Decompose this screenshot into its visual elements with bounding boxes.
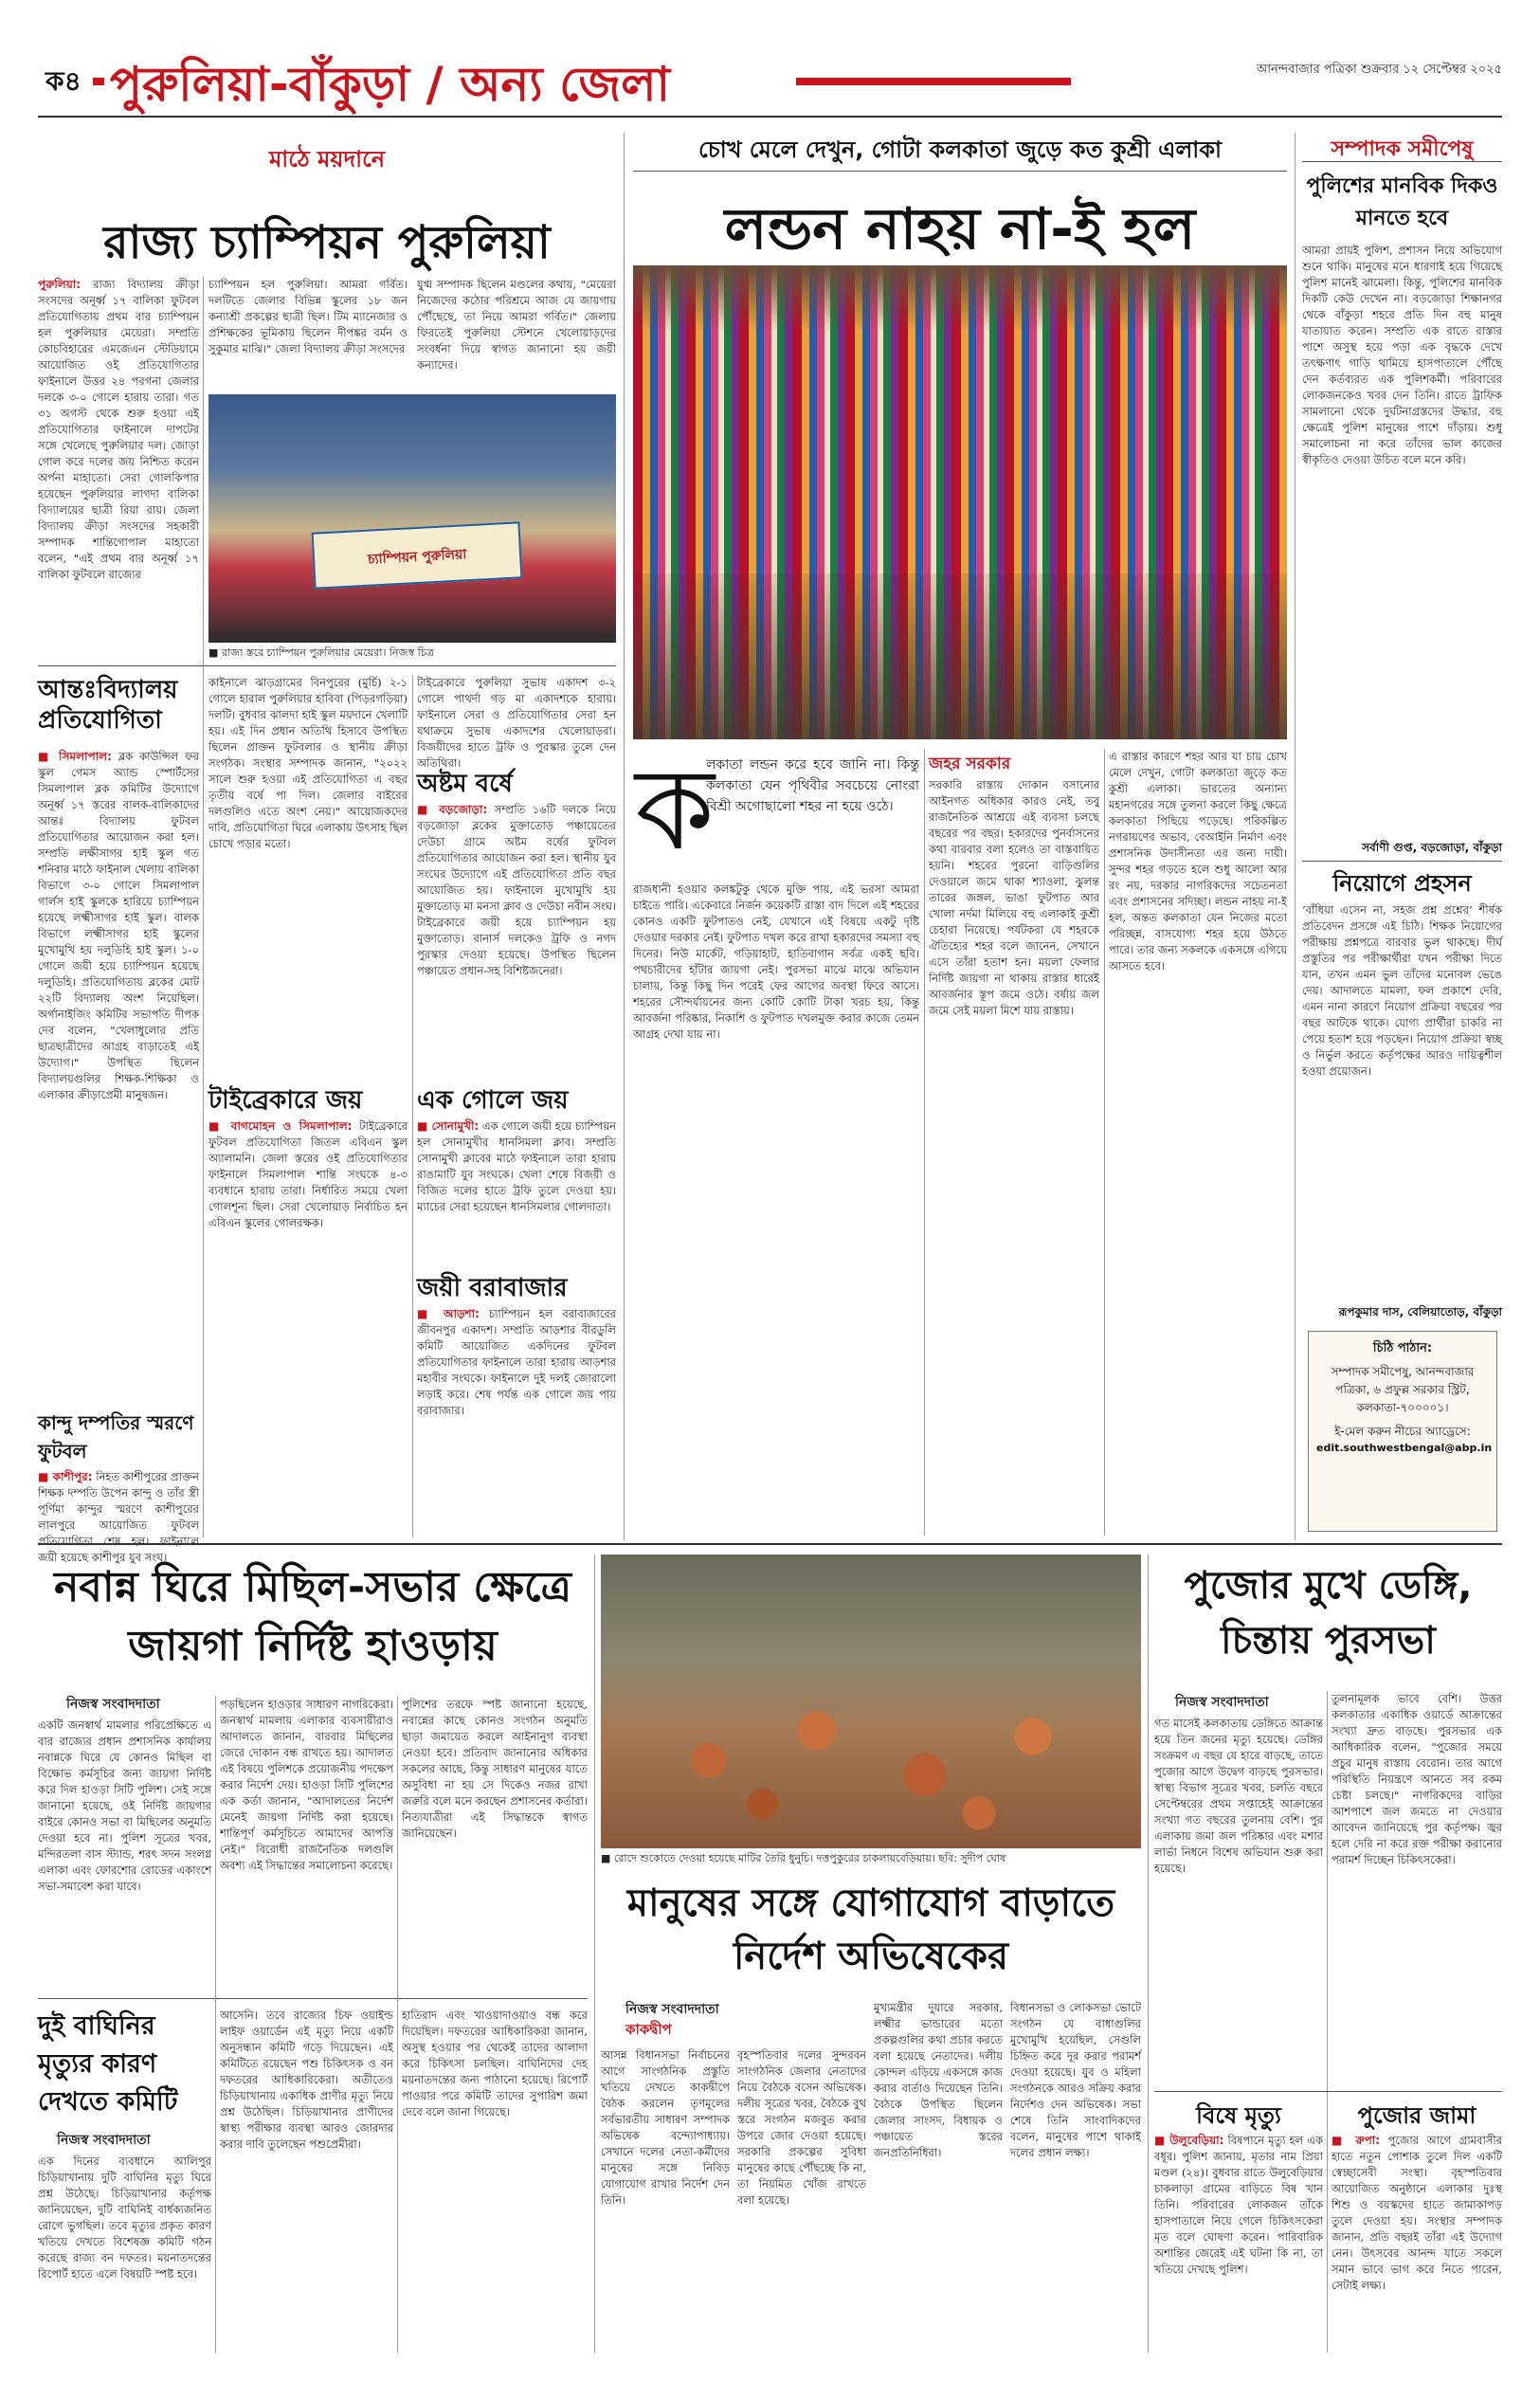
article-body: নিহত কাশীপুরের প্রাক্তন শিক্ষক দম্পতি উপেন কান্দু ও তাঁর স্ত্রী পূর্ণিমা কান্দুর স্মরণে কাশীপুরের লালপুরে আয়োজিত ফুটবল প্রতিযোগিতা শেষ হল। ফাইনালে জয়ী হয়েছে কাশীপুর যুব সংঘ। bbox=[38, 1470, 199, 1564]
dengue-col2 bbox=[1332, 1691, 1502, 2085]
article-body: বিষপানে মৃত্যু হল এক বধূর। পুলিশ জানায়, মৃতার নাম প্রিয়া মণ্ডল (২৪)। বুধবার রাতে উলুবেড়িয়ার চাকলাড়া গ্রামের বাড়িতে বিষ খান তিনি। পরিবারের লোকজন তাঁকে হাসপাতালে নিয়ে গেলে চিকিৎসকেরা মৃত বলে ঘোষণা করেন। পারিবারিক অশান্তির জেরেই এই ঘটনা কি না, তা খতিয়ে দেখছে পুলিশ। bbox=[1154, 2134, 1323, 2276]
dateline: ■ রুপা: bbox=[1332, 2134, 1381, 2147]
letters-address: সম্পাদক সমীপেষু, আনন্দবাজার পত্রিকা, ৬ প্রফুল্ল সরকার স্ট্রিট, কলকাতা-৭০০০০১। bbox=[1331, 1365, 1475, 1414]
tiebreak-article bbox=[208, 1118, 408, 1408]
editorial-signoff: সর্বাণী গুপ্ত, বড়জোড়া, বাঁকুড়া bbox=[1362, 841, 1502, 854]
article-body: চ্যাম্পিয়ন হল পুরুলিয়া। আমরা গর্বিত। দলটিতে জেলার বিভিন্ন স্কুলের ১৮ জন কন্যাশ্রী প্রকল্পের ছাত্রী ছিল। টিম ম্যানেজার ও প্রশিক্ষকের ভূমিকায় ছিলেন দীপঙ্কর বর্মন ও সুকুমার মাঝি।" জেলা বিদ্যালয় ক্রীড়া সংসদের bbox=[208, 278, 408, 355]
letters-title: চিঠি পাঠান: bbox=[1372, 1341, 1433, 1355]
editorial-column-title: সম্পাদক সমীপেষু bbox=[1331, 137, 1474, 161]
feature-author: জহর সরকার bbox=[929, 755, 1011, 773]
column-rule bbox=[1104, 749, 1105, 1536]
article-body: ব্লক কাউন্সিল ফর স্কুল গেমস অ্যান্ড স্পোর্টসের সিমলাপাল ব্লক কমিটির উদ্যোগে অনূর্ধ্ব ১৭ স্তরের বালক-বালিকাদের আন্তঃ বিদ্যালয় ফুটবল প্রতিযোগিতার আয়োজন করা হল। সম্প্রতি লক্ষীসাগর হাই স্কুল গত শনিবার মাঠে ফাইনাল খেলায় বালিকা বিভাগে ৩-০ গোলে সিমলাপাল গার্লস হাই স্কুলকে হারিয়ে চ্যাম্পিয়ন হয়েছে লক্ষ্মীসাগর হাই স্কুল। বালক বিভাগে লক্ষ্মীসাগর হাই স্কুলের মুখোমুখি হয় দলুডিহি হাই স্কুল। ১-০ গোলে জয়ী হয়ে চ্যাম্পিয়ন হয়েছে দলুডিহি। প্রতিযোগিতায় ব্লকের মোট ২২টি বিদ্যালয় অংশ নিয়েছিল। অর্গানাইজিং কমিটির সভাপতি দীপক দেব বলেন, "খেলাধুলোর প্রতি ছাত্রছাত্রীদের আগ্রহ বাড়াতেই এই উদ্যোগ।" উপস্থিত ছিলেন বিদ্যালয়গুলির শিক্ষক-শিক্ষিকা ও এলাকার ক্রীড়াপ্রেমী মানুষজন। bbox=[38, 750, 200, 1101]
inter-school-headline: আন্তঃবিদ্যালয় প্রতিযোগিতা bbox=[38, 676, 178, 735]
article-body: চ্যাম্পিয়ন হল বরাবাজারের জীবনপুর একাদশ। সম্প্রতি আড়শার বীরডুলি কমিটি আয়োজিত একদিনের ফুটবল প্রতিযোগিতার ফাইনালে তারা হারায় আড়শার মহাবীর সংঘকে। ফাইনালে দুই দলই জোরালো লড়াই করে। শেষ পর্যন্ত এক গোলে জয় পায় বরাবাজার। bbox=[417, 1307, 617, 1417]
editorial-article bbox=[1302, 243, 1502, 840]
article-body: বৃহস্পতিবার দলের সুন্দরবন সাংগঠনিক জেলার নেতাদের নিয়ে বৈঠকে বসেন অভিষেক। দলীয় সূত্রের খবর, বৈঠকে বুথ স্তরে সংগঠন মজবুত করার উপরে জোর দেওয়া হয়েছে। সরকারি প্রকল্পের সুবিধা মানুষের কাছে পৌঁছচ্ছে কি না, তা নিয়মিত খোঁজ রাখতে বলা হয়েছে। bbox=[737, 2048, 866, 2207]
letters-email-link[interactable]: edit.southwestbengal@abp.in bbox=[1316, 1442, 1493, 1454]
tigers-col2 bbox=[220, 2008, 393, 2353]
section-title: পুরুলিয়া-বাঁকুড়া / অন্য জেলা bbox=[110, 57, 670, 112]
dateline: ■ সিমলাপাল: bbox=[38, 750, 112, 763]
wedding-death-article bbox=[1154, 2133, 1323, 2353]
tiebreak-headline: টাইব্রেকারে জয় bbox=[208, 1086, 363, 1115]
howrah-col2 bbox=[220, 1697, 393, 1992]
tigers-col1 bbox=[38, 2154, 211, 2353]
masthead-red-rule bbox=[796, 78, 1071, 85]
dengue-byline: নিজস্ব সংবাদদাতা bbox=[1175, 1695, 1269, 1710]
letters-email-label: ই-মেল করুন নীচের অ্যাড্রেসে: bbox=[1334, 1425, 1471, 1438]
wedding-death-headline: বিষে মৃত্যু bbox=[1196, 2102, 1281, 2129]
inter-school-article-cont bbox=[208, 675, 408, 1073]
feature-lead bbox=[706, 755, 919, 878]
puja-clothes-headline: পুজোর জামা bbox=[1357, 2102, 1477, 2129]
article-body: সরকারি রাস্তায় দোকান বসানোর আইনগত অধিকার কারও নেই, তবু রাজনৈতিক আশ্রয়ে এই ব্যবসা চলছে বছরের পর বছর। হকারদের পুনর্বাসনের কথা বারবার বলা হলেও তা বাস্তবায়িত হয়নি। শহরের পুরনো বাড়িগুলির দেওয়ালে জমে থাকা শ্যাওলা, ঝুলন্ত তারের জঙ্গল, ভাঙা ফুটপাত আর খোলা নর্দমা মিলিয়ে বহু এলাকাই কুশ্রী চেহারা নিয়েছে। পর্যটকরা যে শহরকে ঐতিহ্যের শহর বলে জানেন, সেখানে এসে তাঁরা হতাশ হন। ময়লা ফেলার নির্দিষ্ট জায়গা না থাকায় রাস্তার ধারেই আবর্জনার স্তূপ জমে ওঠে। বর্ষায় জল জমে সেই ময়লা মিশে যায় রাস্তায়। bbox=[929, 778, 1099, 1017]
article-body: সম্প্রতি ১৬টি দলকে নিয়ে বড়জোড়া ব্লকের মুক্তাতোড় পঞ্চায়েতের দেউচা গ্রামে অষ্টম বর্ষের ফুটবল প্রতিযোগিতার আয়োজন করা হল। স্থানীয় যুব সংঘের উদ্যোগে এই প্রতিযোগিতা প্রতি বছর আয়োজিত হয়। ফাইনালে মুখোমুখি হয় মুক্তাতোড় মা মনসা ক্লাব ও দেউচা নবীন সংঘ। টাইব্রেকারে জয়ী হয়ে চ্যাম্পিয়ন হয় মুক্তাতোড়। রানার্স দলকেও ট্রফি ও নগদ পুরস্কার দেওয়া হয়েছে। উপস্থিত ছিলেন পঞ্চায়েত প্রধান-সহ বিশিষ্টজনেরা। bbox=[417, 803, 616, 977]
article-body: আসেনি। তবে রাজ্যের চিফ ওয়াইল্ড লাইফ ওয়ার্ডেন এই মৃত্যু নিয়ে একটি অনুসন্ধান কমিটি গড়ে দিয়েছেন। এই কমিটিতে রয়েছেন পশু চিকিৎসক ও বন দফতরের আধিকারিকেরা। অতীতেও চিড়িয়াখানায় একাধিক প্রাণীর মৃত্যু নিয়ে প্রশ্ন উঠেছিল। চিড়িয়াখানার প্রাণীদের স্বাস্থ্য পরীক্ষার ব্যবস্থা আরও জোরদার করার দাবি তুলেছেন পশুপ্রেমীরা। bbox=[220, 2009, 393, 2151]
article-body: পুলিশের তরফে স্পষ্ট জানানো হয়েছে, নবান্নের কাছে কোনও সংগঠন অনুমতি ছাড়া জমায়েত করলে আইনানুগ ব্যবস্থা নেওয়া হবে। প্রতিবাদ জানানোর অধিকার সকলের আছে, কিন্তু সাধারণ মানুষের যাতে অসুবিধা না হয় সে দিকেও নজর রাখা জরুরি বলে মনে করছেন প্রশাসনের কর্তারা। নিত্যযাত্রীরা এই সিদ্ধান্তকে স্বাগত জানিয়েছেন। bbox=[402, 1698, 588, 1840]
howrah-byline: নিজস্ব সংবাদদাতা bbox=[66, 1697, 160, 1712]
article-body: তুলনামূলক ভাবে বেশি। উত্তর কলকাতার একাধিক ওয়ার্ডে আক্রান্তের সংখ্যা দ্রুত বাড়ছে। পুরসভার এক আধিকারিক বলেন, "পুজোর সময়ে প্রচুর মানুষ রাস্তায় বেরোন। তার আগে পরিস্থিতি নিয়ন্ত্রণে আনতে সব রকম চেষ্টা চলছে।" নাগরিকদের বাড়ির আশপাশে জল জমতে না দেওয়ার আবেদন জানিয়েছে পুর কর্তৃপক্ষ। জ্বর হলে দেরি না করে রক্ত পরীক্ষা করানোর পরামর্শ দিচ্ছেন চিকিৎসকেরা। bbox=[1332, 1692, 1502, 1866]
editorial-headline: পুলিশের মানবিক দিকও মানতে হবে bbox=[1306, 174, 1498, 230]
dateline: ■ উলুবেড়িয়া: bbox=[1154, 2134, 1224, 2147]
dengue-headline: পুজোর মুখে ডেঙ্গি, চিন্তায় পুরসভা bbox=[1184, 1564, 1473, 1663]
one-goal-article bbox=[417, 1118, 616, 1261]
masthead-red-bar-left bbox=[93, 78, 104, 85]
sports-headline: রাজ্য চ্যাম্পিয়ন পুরুলিয়া bbox=[103, 216, 551, 269]
article-body: মুখ্যমন্ত্রীর দুয়ারে সরকার, লক্ষ্মীর ভান্ডারের মতো প্রকল্পগুলির কথা প্রচার করতে বলা হয়েছে নেতাদের। দলীয় কোন্দল এড়িয়ে একসঙ্গে কাজ করার বার্তাও দিয়েছেন তিনি। বৈঠকে উপস্থিত ছিলেন জেলার সাংসদ, বিধায়ক ও পঞ্চায়েত স্তরের জনপ্রতিনিধিরা। bbox=[874, 2001, 1003, 2159]
column-rule bbox=[412, 675, 413, 1537]
masthead-underline bbox=[38, 116, 1502, 118]
column-rule bbox=[624, 133, 625, 1540]
column-rule bbox=[594, 1555, 595, 2353]
tigers-col3 bbox=[402, 2008, 588, 2353]
column-rule bbox=[397, 1697, 398, 2353]
abhishek-col4 bbox=[1010, 2000, 1141, 2353]
abhishek-headline: মানুষের সঙ্গে যোগাযোগ বাড়াতে নির্দেশ অভিষেকের bbox=[626, 1882, 1115, 1978]
feature-dropcap: ক bbox=[635, 744, 715, 876]
recruitment-headline: নিয়োগে প্রহসন bbox=[1332, 870, 1472, 897]
divider bbox=[1154, 2091, 1502, 2092]
article-body: একটি জনস্বার্থ মামলার পরিপ্রেক্ষিতে এ বার রাজ্যের প্রধান প্রশাসনিক কার্যালয় নবান্নকে ঘিরে যে কোনও মিছিল বা বিক্ষোভ কর্মসূচির জন্য জায়গা নির্দিষ্ট করে দিল হাওড়া সিটি পুলিশ। সেই সঙ্গে জানানো হয়েছে, ওই নির্দিষ্ট জায়গার বাইরে কোনও সভা বা মিছিলের অনুমতি দেওয়া হবে না। পুলিশ সূত্রের খবর, মন্দিরতলা বাস স্ট্যান্ড, শরৎ সদন সংলগ্ন এলাকা এবং ফোরশোর রোডের একাংশে সভা-সমাবেশ করা যাবে। bbox=[38, 1718, 211, 1893]
clay-pots-photo bbox=[601, 1555, 1141, 1848]
banner-text: চ্যাম্পিয়ন পুরুলিয়া bbox=[367, 547, 467, 568]
dateline: ■ আড়শা: bbox=[417, 1307, 480, 1320]
recruitment-signoff: রূপকুমার দাস, বেলিয়াতোড়, বাঁকুড়া bbox=[1338, 1305, 1502, 1318]
clay-pots-caption: ■ রোদে শুকোতে দেওয়া হয়েছে মাটির তৈরি ধুনুচি। দত্তপুকুরের চাকলায়বেড়িয়ায়। ছবি: সুদীপ ঘোষ bbox=[601, 1852, 1006, 1864]
column-rule bbox=[203, 277, 204, 1537]
feature-col2 bbox=[929, 777, 1099, 1536]
abhishek-place: কাকদ্বীপ bbox=[625, 2021, 672, 2038]
inter-school-article bbox=[38, 749, 199, 1403]
article-body: এক গোলে জয়ী হয়ে চ্যাম্পিয়ন হল সোনামুখীর ধানসিমলা ক্লাব। সম্প্রতি সোনামুখী ক্লাবের মাঠে ফাইনালে তারা হারায় রাঙামাটি যুব সংঘকে। খেলা শেষে বিজয়ী ও বিজিত দলের হাতে ট্রফি তুলে দেওয়া হয়। ম্যাচের সেরা হয়েছেন ধানসিমলার গোলদাতা। bbox=[417, 1119, 616, 1213]
divider bbox=[38, 1998, 588, 1999]
divider bbox=[633, 171, 1287, 172]
team-photo-caption: ■ রাজ্য স্তরে চ্যাম্পিয়ন পুরুলিয়ার মেয়েরা। নিজস্ব চিত্র bbox=[208, 646, 434, 659]
winner-article bbox=[417, 1306, 617, 1417]
column-rule bbox=[215, 1697, 216, 2353]
article-body: যুগ্ম সম্পাদক ছিলেন মণ্ডলের কথায়, "মেয়েরা নিজেদের কঠোর পরিশ্রমে আজ যে জায়গায় পৌঁছেছে, তা নিয়ে আমরা গর্বিত।" জেলায় ফিরতেই পুরুলিয়া স্টেশনে খেলোয়াড়দের সংবর্ধনা দিয়ে স্বাগত জানানো হয় জয়ী কন্যাদের। bbox=[417, 278, 616, 372]
article-body: পড়ছিলেন হাওড়ার সাধারণ নাগরিকেরা। জনস্বার্থ মামলায় এলাকার ব্যবসায়ীরাও আদালতে জানান, বারবার মিছিলের জেরে দোকান বন্ধ রাখতে হয়। আদালত এই বিষয়ে পুলিশকে প্রয়োজনীয় পদক্ষেপ করার নির্দেশ দেয়। হাওড়া সিটি পুলিশের এক কর্তা জানান, "আদালতের নির্দেশ মেনেই জায়গা নির্দিষ্ট করা হয়েছে। শান্তিপূর্ণ কর্মসূচিতে আমাদের আপত্তি নেই।" বিরোধী রাজনৈতিক দলগুলি অবশ্য এই সিদ্ধান্তের সমালোচনা করেছে। bbox=[220, 1698, 393, 1872]
divider bbox=[1302, 861, 1502, 862]
feature-headline: লন্ডন নাহয় না-ই হল bbox=[724, 196, 1196, 263]
howrah-col1 bbox=[38, 1718, 211, 1992]
sports-section-label: মাঠে ময়দানে bbox=[268, 146, 386, 173]
sports-article-col3 bbox=[417, 277, 616, 391]
abhishek-col3 bbox=[874, 2000, 1003, 2353]
sports-article-col2 bbox=[208, 277, 408, 391]
abhishek-col1 bbox=[601, 2047, 730, 2353]
masthead bbox=[38, 42, 1502, 112]
article-body: রাজধানী হওয়ার কলঙ্কটুকু থেকে মুক্তি পায়, এই ভরসা আমরা চাইতে পারি। একেবারে নির্জন কয়েকটি রাস্তা বাদ দিলে এই শহরের কোনও একটি ফুটপাতও নেই, যেখানে এই বিষয়ে একটু দৃষ্টি দেওয়ার দরকার নেই। ফুটপাত দখল করে রাখা হকারদের সমস্যা বহু দিনের। নিউ মার্কেট, গড়িয়াহাট, হাতিবাগান সর্বত্র একই ছবি। পথচারীদের হাঁটার জায়গা নেই। পুরসভা মাঝে মাঝে অভিযান চালায়, কিন্তু কিছু দিন পরেই ফের আগের অবস্থা ফিরে আসে। শহরের সৌন্দর্যায়নের জন্য কোটি কোটি টাকা খরচ হয়, কিন্তু আবর্জনা পরিষ্কার, নিকাশি ও ফুটপাত দখলমুক্ত করার কাজে তেমন আগ্রহ দেখা যায় না। bbox=[633, 882, 919, 1041]
feature-col3 bbox=[1109, 749, 1287, 1536]
team-banner bbox=[312, 521, 523, 589]
dateline: ■ কাশীপুর: bbox=[38, 1470, 93, 1483]
eighth-year-headline: অষ্টম বর্ষে bbox=[417, 770, 513, 798]
divider bbox=[1302, 161, 1502, 162]
column-rule bbox=[1327, 1691, 1328, 2353]
article-body: গত মাসেই কলকাতায় ডেঙ্গিতে আক্রান্ত হয়ে তিন জনের মৃত্যু হয়েছে। ডেঙ্গির সংক্রমণ এ বছর যে হারে বাড়ছে, তাতে পুজোর আগে উদ্বেগ বাড়ছে পুরসভার। স্বাস্থ্য বিভাগ সূত্রের খবর, চলতি বছরে সেপ্টেম্বরের প্রথম সপ্তাহেই আক্রান্তের সংখ্যা গত বছরের তুলনায় বেশি। পুর এলাকায় জমা জল পরিষ্কার এবং মশার লার্ভা নিধনে বিশেষ অভিযান শুরু করা হয়েছে। bbox=[1154, 1717, 1323, 1875]
article-body: এ রাস্তার কারণে শহর আর যা চায় চোখ মেলে দেখুন, গোটা কলকাতা জুড়ে কত কুশ্রী এলাকা। ভারতের অন্যান্য মহানগরের সঙ্গে তুলনা করলে কিছু ক্ষেত্রে কলকাতা পিছিয়ে পড়েছে। পরিকল্পিত নগরায়ণের অভাব, বেআইনি নির্মাণ এবং প্রশাসনিক উদাসীনতা এর জন্য দায়ী। সুন্দর শহর গড়তে হলে শুধু আলো আর রং নয়, দরকার নাগরিকদের সচেতনতা এবং প্রশাসনের সদিচ্ছা। লন্ডন নাহয় না-ই হল, অন্তত কলকাতা যেন নিজের মতো পরিচ্ছন্ন, বাসযোগ্য শহর হয়ে উঠতে পারে। তার জন্য সকলকে একসঙ্গে এগিয়ে আসতে হবে। bbox=[1109, 750, 1287, 973]
article-body: এক দিনের ব্যবধানে আলিপুর চিড়িয়াখানায় দুটি বাঘিনির মৃত্যু ঘিরে প্রশ্ন উঠেছে। চিড়িয়াখানার কর্তৃপক্ষ জানিয়েছেন, দুটি বাঘিনিই বার্ধক্যজনিত রোগে ভুগছিল। তবে মৃত্যুর প্রকৃত কারণ খতিয়ে দেখতে বিশেষজ্ঞ কমিটি গঠন করেছে রাজ্য বন দফতর। ময়নাতদন্তের রিপোর্ট হাতে এলে বিষয়টি স্পষ্ট হবে। bbox=[38, 2155, 211, 2281]
dateline: পুরুলিয়া: bbox=[38, 278, 82, 291]
one-goal-headline: এক গোলে জয় bbox=[417, 1086, 569, 1115]
dateline: ■ বড়জোড়া: bbox=[417, 803, 488, 816]
eighth-year-article bbox=[417, 802, 616, 1073]
article-body: হাতিরাদ এবং খাওয়াদাওয়াও বন্ধ করে দিয়েছিল। দফতরের আধিকারিকরা জানান, অসুস্থ হওয়ার পর থেকেই তাদের আলাদা করে চিকিৎসা চলছিল। বাঘিনিদের দেহ ময়নাতদন্তের জন্য পাঠানো হয়েছে। রিপোর্ট পাওয়ার পরে কমিটি তাদের সুপারিশ জমা দেবে বলে জানা গিয়েছে। bbox=[402, 2009, 588, 2118]
feature-col1 bbox=[633, 882, 919, 1536]
abhishek-byline: নিজস্ব সংবাদদাতা bbox=[625, 2002, 719, 2017]
kandu-headline: কান্দু দম্পতির স্মরণে ফুটবল bbox=[38, 1409, 199, 1469]
letters-box bbox=[1308, 1331, 1497, 1532]
article-body: ‘বাঁধিয়া এসেন না, সহজ প্রশ্ন প্রশ্নের’ শীর্ষক প্রতিবেদন প্রসঙ্গে এই চিঠি। শিক্ষক নিয়োগের পরীক্ষায় প্রশ্নপত্রে বারবার ভুল থাকছে। দীর্ঘ প্রস্তুতির পর পরীক্ষার্থীরা যখন পরীক্ষা দিতে যান, তখন এমন ভুল তাঁদের মনোবল ভেঙে দেয়। আদালতে মামলা, ফল প্রকাশে দেরি, এমন নানা কারণে নিয়োগ প্রক্রিয়া বছরের পর বছর আটকে থাকে। যোগ্য প্রার্থীরা চাকরি না পেয়ে হতাশ হয়ে পড়ছেন। নিয়োগ প্রক্রিয়া স্বচ্ছ ও নির্ভুল করতে কর্তৃপক্ষের আরও দায়িত্বশীল হওয়া প্রয়োজন। bbox=[1302, 903, 1502, 1078]
article-body: বিধানসভা ও লোকসভা ভোটে সংগঠন যে বাধাগুলির মুখোমুখি হয়েছিল, সেগুলি চিহ্নিত করে দূর করার পরামর্শ দেওয়া হয়েছে। যুব ও মহিলা সংগঠনকে আরও সক্রিয় করার নির্দেশও দেন অভিষেক। সভা শেষে তিনি সাংবাদিকদের বলেন, মানুষের পাশে থাকাই দলের প্রধান লক্ষ্য। bbox=[1010, 2001, 1141, 2159]
recruitment-article bbox=[1302, 902, 1502, 1300]
lead-text: লকাতা লন্ডন করে হবে জানি না। কিন্তু কলকাতা যেন পৃথিবীর সবচেয়ে নোংরা বিশ্রী অগোছালো শহর না হয়ে ওঠে। bbox=[706, 757, 919, 814]
paper-date: আনন্দবাজার পত্রিকা শুক্রবার ১২ সেপ্টেম্বর ২০২৫ bbox=[1256, 63, 1502, 77]
sports-article-col1 bbox=[38, 277, 199, 656]
article-body: রাজ্য বিদ্যালয় ক্রীড়া সংসদের অনূর্ধ্ব ১৭ বালিকা ফুটবল প্রতিযোগিতায় প্রথম বার চ্যাম্পিয়ন হল পুরুলিয়ার মেয়েরা। সম্প্রতি কোচবিহারের এমজেএন স্টেডিয়ামে আয়োজিত ওই প্রতিযোগিতার ফাইনালে উত্তর ২৪ পরগনা জেলার দলকে ৩-০ গোলে হারায় তারা। গত ৩১ অগস্ট থেকে শুরু হওয়া এই প্রতিযোগিতার ফাইনালে দাপটের সঙ্গে খেলেছে পুরুলিয়ার দল। জোড়া গোল করে দলের জয় নিশ্চিত করেন অর্পনা মাহাতো। সেরা গোলকিপার হয়েছেন পুরুলিয়ার লাগদা বালিকা বিদ্যালয়ের ছাত্রী রিয়া রায়। জেলা বিদ্যালয় ক্রীড়া সংসদের সহকারী সম্পাদক শান্তিগোপাল মাহাতো বলেন, "এই প্রথম বার অনূর্ধ্ব ১৭ বালিকা ফুটবলে রাজ্যের bbox=[38, 278, 200, 581]
tiebreak-prev-article bbox=[417, 675, 616, 770]
article-body: পুজোর আগে গ্রামবাসীর হাতে নতুন পোশাক তুলে দিল একটি স্বেচ্ছাসেবী সংস্থা। বৃহস্পতিবার আয়োজিত অনুষ্ঠানে এলাকার দুঃস্থ শিশু ও বয়স্কদের হাতে জামাকাপড় তুলে দেওয়া হয়। সংস্থার সম্পাদক জানান, প্রতি বছরই তাঁরা এই উদ্যোগ নেন। উৎসবের আনন্দ যাতে সকলে সমান ভাবে ভাগ করে নিতে পারেন, সেটাই লক্ষ্য। bbox=[1332, 2134, 1503, 2292]
team-photo bbox=[208, 394, 616, 643]
divider bbox=[38, 665, 616, 666]
page-divider bbox=[38, 1543, 1502, 1545]
article-body: আসন্ন বিধানসভা নির্বাচনের আগে সাংগঠনিক প্রস্তুতি খতিয়ে দেখতে কাকদ্বীপে বৈঠক করলেন তৃণমূলের সর্বভারতীয় সাধারণ সম্পাদক অভিষেক বন্দ্যোপাধ্যায়। সেখানে দলের নেতা-কর্মীদের মানুষের সঙ্গে নিবিড় যোগাযোগ রাখার নির্দেশ দেন তিনি। bbox=[601, 2048, 730, 2207]
market-photo bbox=[633, 265, 1287, 739]
howrah-col3 bbox=[402, 1697, 588, 1992]
tigers-headline: দুই বাঘিনির মৃত্যুর কারণ দেখতে কমিটি bbox=[38, 2011, 178, 2117]
feature-kicker: চোখ মেলে দেখুন, গোটা কলকাতা জুড়ে কত কুশ্রী এলাকা bbox=[698, 136, 1222, 163]
dateline: ■ বাগমোহন ও সিমলাপাল: bbox=[208, 1119, 353, 1133]
puja-clothes-article bbox=[1332, 2133, 1502, 2353]
page-number: ক৪ bbox=[45, 65, 82, 97]
column-rule bbox=[924, 749, 925, 1536]
article-body: টাইব্রেকারে ফুটবল প্রতিযোগিতা জিতল এবিএন স্কুল অ্যালামনি। জেলা স্তরের ওই প্রতিযোগিতার ফাইনালে সিমলাপাল শান্তি সংঘকে ৪-৩ ব্যবধানে হারায় তারা। নির্ধারিত সময়ে খেলা গোলশূন্য ছিল। সেরা খেলোয়াড় নির্বাচিত হন এবিএন স্কুলের গোলরক্ষক। bbox=[208, 1119, 408, 1229]
howrah-headline: নবান্ন ঘিরে মিছিল-সভার ক্ষেত্রে জায়গা নির্দিষ্ট হাওড়ায় bbox=[54, 1563, 571, 1670]
article-body: কাইনালে ঝাড়গ্রামের বিনপুরের (মুর্চি) ২-১ গোলে হারাল পুরুলিয়ার হাবিবা (পিড়রগড়িয়া) দলটি। বুধবার ঝালদা হাই স্কুল ময়দানে খেলাটি হয়। এই দিন প্রধান অতিথি হিসাবে উপস্থিত ছিলেন প্রাক্তন ফুটবলার ও স্থানীয় ক্রীড়া সংগঠক। সংস্থার সম্পাদক জানান, "২০২২ সালে শুরু হওয়া এই প্রতিযোগিতা এ বছর তৃতীয় বর্ষে পা দিল। জেলার বাইরের দলগুলিও এতে অংশ নেয়।" আয়োজকদের দাবি, প্রতিযোগিতা ঘিরে এলাকায় উৎসাহ ছিল চোখে পড়ার মতো। bbox=[208, 676, 408, 850]
winner-headline: জয়ী বরাবাজার bbox=[417, 1274, 568, 1302]
abhishek-col2 bbox=[737, 2047, 866, 2353]
article-body: আমরা প্রায়ই পুলিশ, প্রশাসন নিয়ে অভিযোগ শুনে থাকি। মানুষের মনে ধারণাই হয়ে গিয়েছে পুলিশ মানেই ঝামেলা। কিন্তু, পুলিশের মানবিক দিকটি কেউ দেখেন না। বড়জোড়া শিক্ষানগর থেকে বাঁকুড়া শহরে প্রতি দিন বহু মানুষ যাতায়াত করেন। সম্প্রতি এক রাতে রাস্তার পাশে অসুস্থ হয়ে পড়া এক বৃদ্ধকে দেখে তৎক্ষণাৎ গাড়ি থামিয়ে হাসপাতালে পৌঁছে দেন কর্তব্যরত এক পুলিশকর্মী। পরিবারের লোকজনকেও খবর দেন তিনি। রাতে ট্রাফিক সামলানো থেকে দুর্ঘটনাগ্রস্তদের উদ্ধার, বহু ক্ষেত্রেই পুলিশ মানুষের পাশে দাঁড়ায়। শুধু সমালোচনা না করে তাঁদের ভাল কাজের স্বীকৃতিও দেওয়া উচিত বলে মনে করি। bbox=[1302, 244, 1502, 466]
kandu-article bbox=[38, 1469, 199, 1564]
tigers-byline: নিজস্ব সংবাদদাতা bbox=[57, 2133, 151, 2148]
article-body: টাইব্রেকারে পুরুলিয়া সুভাষ একাদশ ৩-২ গোলে পাথর্দা গড় মা একাদশকে হারায়। ফাইনালে সেরা ও প্রতিযোগিতার সেরা হন যথাক্রমে সুভাষ একাদশের খেলোয়াড়রা। বিজয়ীদের হাতে ট্রফি ও পুরস্কার তুলে দেন অতিথিরা। bbox=[417, 676, 616, 770]
dengue-col1 bbox=[1154, 1716, 1323, 2085]
dateline: ■ সোনামুখী: bbox=[417, 1119, 480, 1133]
column-rule bbox=[1148, 1555, 1149, 2353]
